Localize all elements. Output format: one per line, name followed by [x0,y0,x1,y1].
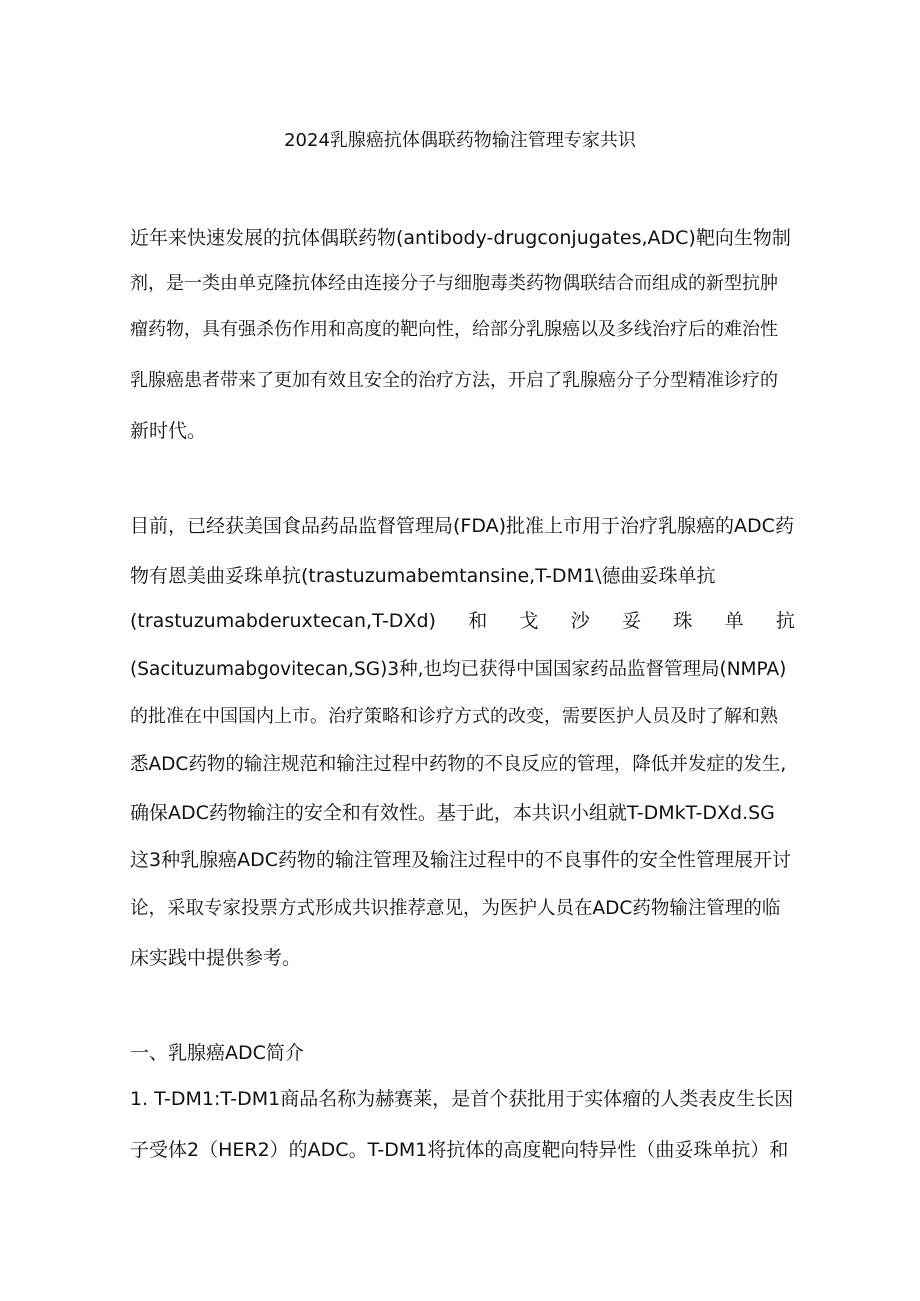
line-3-part: (trastuzumabderuxtecan,T-DXd) [130,610,436,632]
item-1-line-1: 1. T-DM1:T-DM1商品名称为赫赛莱，是首个获批用于实体瘤的人类表皮生长因 [130,1088,794,1110]
item-1-line-2: 子受体2（HER2）的ADC。T-DM1将抗体的高度靶向特异性（曲妥珠单抗）和 [130,1139,789,1161]
paragraph-1-line-2: 剂，是一类由单克隆抗体经由连接分子与细胞毒类药物偶联结合而组成的新型抗肿 [130,273,778,294]
paragraph-2-line-5: 的批准在中国国内上市。治疗策略和诊疗方式的改变，需要医护人员及时了解和熟 [130,706,778,727]
line-3-part: 和 [468,610,488,632]
line-3-part: 单 [724,610,744,632]
paragraph-2-line-2: 物有恩美曲妥珠单抗(trastuzumabemtansine,T-DM1\德曲妥珠单抗 [130,565,716,587]
paragraph-1-line-4: 乳腺癌患者带来了更加有效且安全的治疗方法，开启了乳腺癌分子分型精准诊疗的 [130,370,778,391]
paragraph-1-line-1: 近年来快速发展的抗体偶联药物(antibody-drugconjugates,ADC)靶向生物制 [130,227,791,249]
line-3-part: 珠 [673,610,693,632]
paragraph-2-line-6: 悉ADC药物的输注规范和输注过程中药物的不良反应的管理，降低并发症的发生, [130,754,787,775]
paragraph-2-line-1: 目前，已经获美国食品药品监督管理局(FDA)批准上市用于治疗乳腺癌的ADC药 [130,515,794,537]
paragraph-2-line-9: 论，采取专家投票方式形成共识推荐意见，为医护人员在ADC药物输注管理的临 [130,898,781,919]
paragraph-1-line-3: 瘤药物，具有强杀伤作用和高度的靶向性，给部分乳腺癌以及多线治疗后的难治性 [130,319,778,340]
line-3-part: 戈 [519,610,539,632]
line-3-part: 妥 [622,610,642,632]
line-3-part: 抗 [775,610,795,632]
paragraph-2-line-8: 这3种乳腺癌ADC药物的输注管理及输注过程中的不良事件的安全性管理展开讨 [130,849,791,871]
paragraph-2-line-3 [130,608,795,634]
section-heading: 一、乳腺癌ADC简介 [130,1042,304,1064]
paragraph-2-line-7: 确保ADC药物输注的安全和有效性。基于此，本共识小组就T-DMkT-DXd.SG [130,802,775,824]
document-title: 2024乳腺癌抗体偶联药物输注管理专家共识 [284,130,636,151]
line-3-part: 沙 [570,610,590,632]
paragraph-2-line-4: (Sacituzumabgovitecan,SG)3种,也均已获得中国国家药品监督管理局(NMPA) [130,659,787,680]
paragraph-1-line-5: 新时代。 [130,420,207,442]
paragraph-2-line-10: 床实践中提供参考。 [130,947,302,969]
